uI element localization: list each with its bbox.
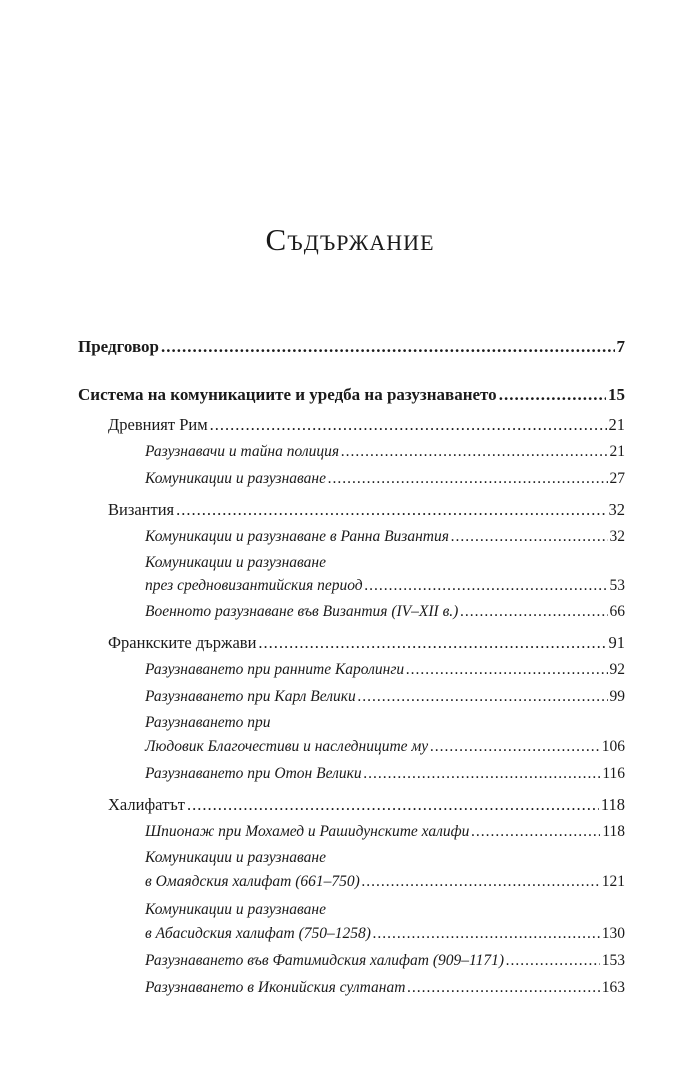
dot-leader <box>364 765 601 783</box>
toc-entry-label-line1: Разузнаването при <box>145 714 271 731</box>
toc-entry-section[interactable] <box>145 528 625 546</box>
toc-entry-label: Разузнаването в Иконийския султанат <box>145 979 406 996</box>
toc-entry-section[interactable] <box>145 823 625 841</box>
dot-leader <box>258 633 606 653</box>
toc-entry-label: Предговор <box>78 337 159 356</box>
toc-entry-chapter-caliphate[interactable] <box>108 795 625 815</box>
toc-entry-page: 116 <box>602 765 625 782</box>
toc-entry-label: Система на комуникациите и уредба на разузнаването <box>78 385 497 404</box>
toc-entry-page: 32 <box>608 500 625 519</box>
toc-entry-preface[interactable] <box>78 337 625 357</box>
toc-entry-chapter-byzantium[interactable] <box>108 500 625 520</box>
dot-leader <box>406 661 607 679</box>
toc-entry-section[interactable] <box>145 603 625 621</box>
dot-leader <box>373 925 600 943</box>
toc-entry-label: Разузнаването при Карл Велики <box>145 688 356 705</box>
dot-leader <box>499 385 606 405</box>
toc-entry-page: 21 <box>609 443 625 460</box>
toc-entry-page: 130 <box>601 925 625 942</box>
dot-leader <box>161 337 615 357</box>
toc-entry-part-one[interactable] <box>78 385 625 405</box>
toc-entry-label: Разузнаването при Отон Велики <box>145 765 362 782</box>
dot-leader <box>210 415 607 435</box>
dot-leader <box>430 738 600 756</box>
page-title: Съдържание <box>265 222 435 257</box>
dot-leader <box>341 443 607 461</box>
toc-entry-label-line1: Комуникации и разузнаване <box>145 554 326 571</box>
toc-entry-label: Разузнавачи и тайна полиция <box>145 443 340 460</box>
toc-entry-section[interactable] <box>145 925 625 943</box>
toc-entry-page: 106 <box>601 738 625 755</box>
toc-entry-label-line1: Комуникации и разузнаване <box>145 901 326 918</box>
dot-leader <box>451 528 608 546</box>
toc-entry-page: 163 <box>601 979 625 996</box>
toc-entry-label: в Абасидския халифат (750–1258) <box>145 925 371 942</box>
toc-entry-page: 121 <box>601 873 625 890</box>
dot-leader <box>506 952 600 970</box>
toc-entry-label: Разузнаването във Фатимидския халифат (909–1171) <box>145 952 504 969</box>
toc-entry-page: 21 <box>608 415 625 434</box>
toc-entry-section[interactable] <box>145 470 625 488</box>
toc-entry-page: 118 <box>602 823 625 840</box>
toc-entry-label: Разузнаването при ранните Каролинги <box>145 661 405 678</box>
toc-entry-label: Комуникации и разузнаване в Ранна Византия <box>145 528 449 545</box>
toc-entry-section[interactable] <box>145 661 625 679</box>
toc-entry-label: в Омаядския халифат (661–750) <box>145 873 360 890</box>
toc-entry-page: 99 <box>609 688 625 705</box>
toc-entry-label: Халифатът <box>108 795 185 814</box>
dot-leader <box>358 688 608 706</box>
toc-entry-chapter-rome[interactable] <box>108 415 625 435</box>
toc-entry-page: 7 <box>616 337 625 356</box>
dot-leader <box>362 873 600 891</box>
toc-entry-label-line1: Комуникации и разузнаване <box>145 849 326 866</box>
toc-entry-page: 15 <box>608 385 625 404</box>
toc-entry-label: Византия <box>108 500 175 519</box>
dot-leader <box>365 577 608 595</box>
dot-leader <box>176 500 606 520</box>
toc-entry-page: 153 <box>601 952 625 969</box>
dot-leader <box>471 823 600 841</box>
toc-entry-page: 66 <box>609 603 625 620</box>
toc-entry-page: 91 <box>608 633 625 652</box>
toc-entry-chapter-franks[interactable] <box>108 633 625 653</box>
toc-entry-label: Шпионаж при Мохамед и Рашидунските халифи <box>145 823 470 840</box>
dot-leader <box>460 603 607 621</box>
toc-entry-section[interactable] <box>145 765 625 783</box>
toc-entry-page: 27 <box>609 470 625 487</box>
toc-entry-page: 53 <box>609 577 625 594</box>
toc-entry-section[interactable] <box>145 738 625 756</box>
toc-entry-section[interactable] <box>145 952 625 970</box>
toc-entry-label: Комуникации и разузнаване <box>145 470 326 487</box>
toc-entry-page: 32 <box>609 528 625 545</box>
dot-leader <box>187 795 599 815</box>
toc-entry-section[interactable] <box>145 688 625 706</box>
toc-entry-label: Древният Рим <box>108 415 208 434</box>
dot-leader <box>328 470 608 488</box>
toc-entry-label: Франкските държави <box>108 633 257 652</box>
toc-entry-label: Людовик Благочестиви и наследниците му <box>145 738 429 755</box>
toc-entry-page: 92 <box>609 661 625 678</box>
toc-entry-label: през средновизантийския период <box>145 577 363 594</box>
toc-entry-section[interactable] <box>145 979 625 997</box>
toc-entry-section[interactable] <box>145 443 625 461</box>
dot-leader <box>407 979 599 997</box>
toc-entry-section[interactable] <box>145 577 625 595</box>
toc-entry-page: 118 <box>600 795 625 814</box>
toc-entry-section[interactable] <box>145 873 625 891</box>
toc-entry-label: Военното разузнаване във Византия (IV–XII в.) <box>145 603 459 620</box>
